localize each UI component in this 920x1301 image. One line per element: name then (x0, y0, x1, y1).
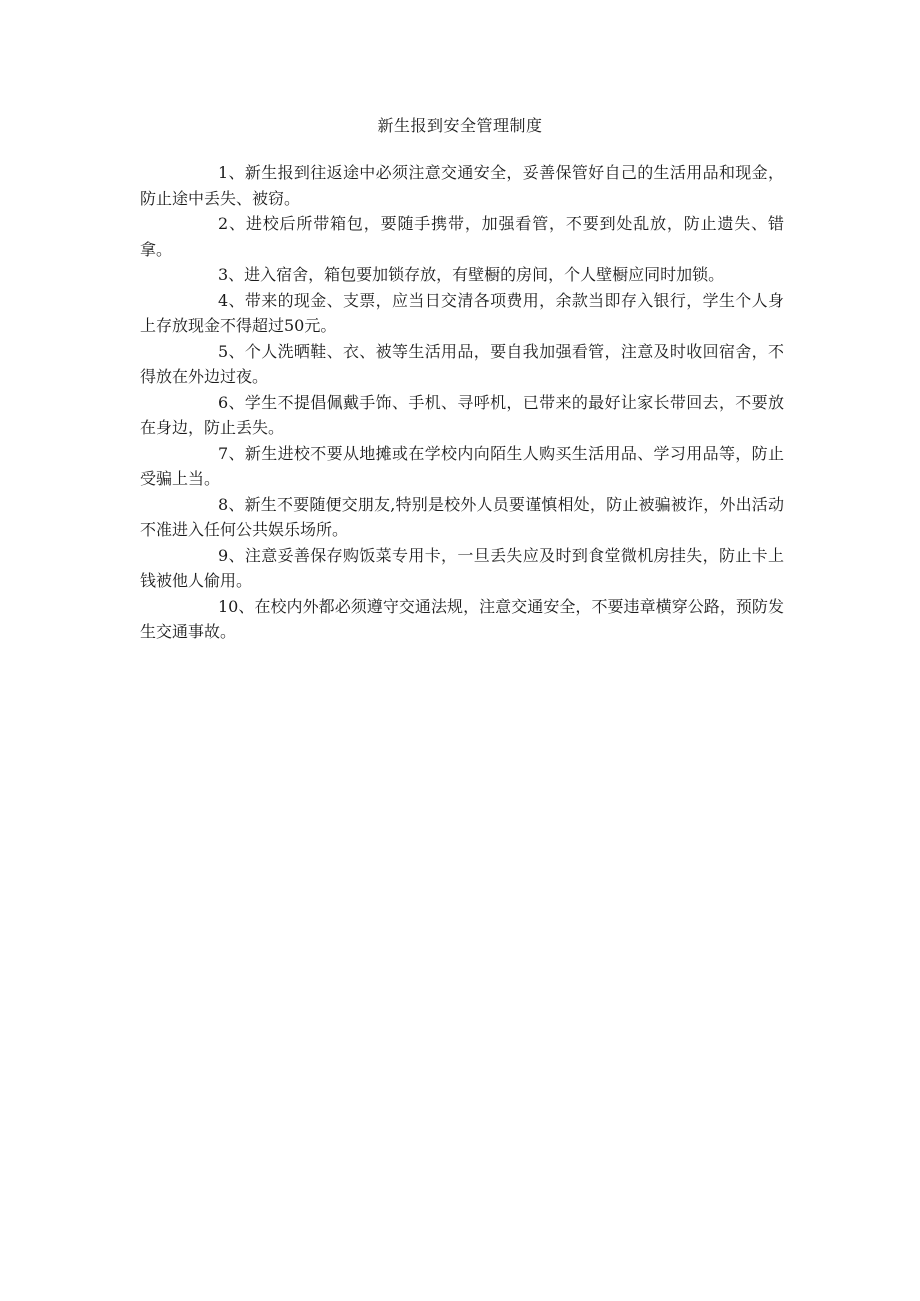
rule-paragraph-7: 7、新生进校不要从地摊或在学校内向陌生人购买生活用品、学习用品等，防止受骗上当。 (140, 443, 784, 488)
rule-paragraph-5: 5、个人洗晒鞋、衣、被等生活用品，要自我加强看管，注意及时收回宿舍，不得放在外边过夜。 (140, 341, 784, 386)
rule-paragraph-4: 4、带来的现金、支票，应当日交清各项费用，余款当即存入银行，学生个人身上存放现金不得超过50元。 (140, 290, 784, 335)
document-title: 新生报到安全管理制度 (377, 116, 543, 135)
rule-paragraph-8: 8、新生不要随便交朋友,特别是校外人员要谨慎相处，防止被骗被诈，外出活动不准进入任何公共娱乐场所。 (140, 494, 784, 539)
rule-paragraph-2: 2、进校后所带箱包，要随手携带，加强看管，不要到处乱放，防止遗失、错拿。 (140, 214, 784, 259)
document-body (140, 160, 784, 645)
rule-paragraph-6: 6、学生不提倡佩戴手饰、手机、寻呼机，已带来的最好让家长带回去，不要放在身边，防止丢失。 (140, 392, 784, 437)
rule-paragraph-3: 3、进入宿舍，箱包要加锁存放，有壁橱的房间，个人壁橱应同时加锁。 (218, 265, 725, 284)
rule-paragraph-9: 9、注意妥善保存购饭菜专用卡，一旦丢失应及时到食堂微机房挂失，防止卡上钱被他人偷用。 (140, 545, 784, 590)
rule-paragraph-1: 1、新生报到往返途中必须注意交通安全，妥善保管好自己的生活用品和现金，防止途中丢失、被窃。 (140, 163, 784, 208)
rule-paragraph-10: 10、在校内外都必须遵守交通法规，注意交通安全，不要违章横穿公路，预防发生交通事故。 (140, 596, 784, 641)
